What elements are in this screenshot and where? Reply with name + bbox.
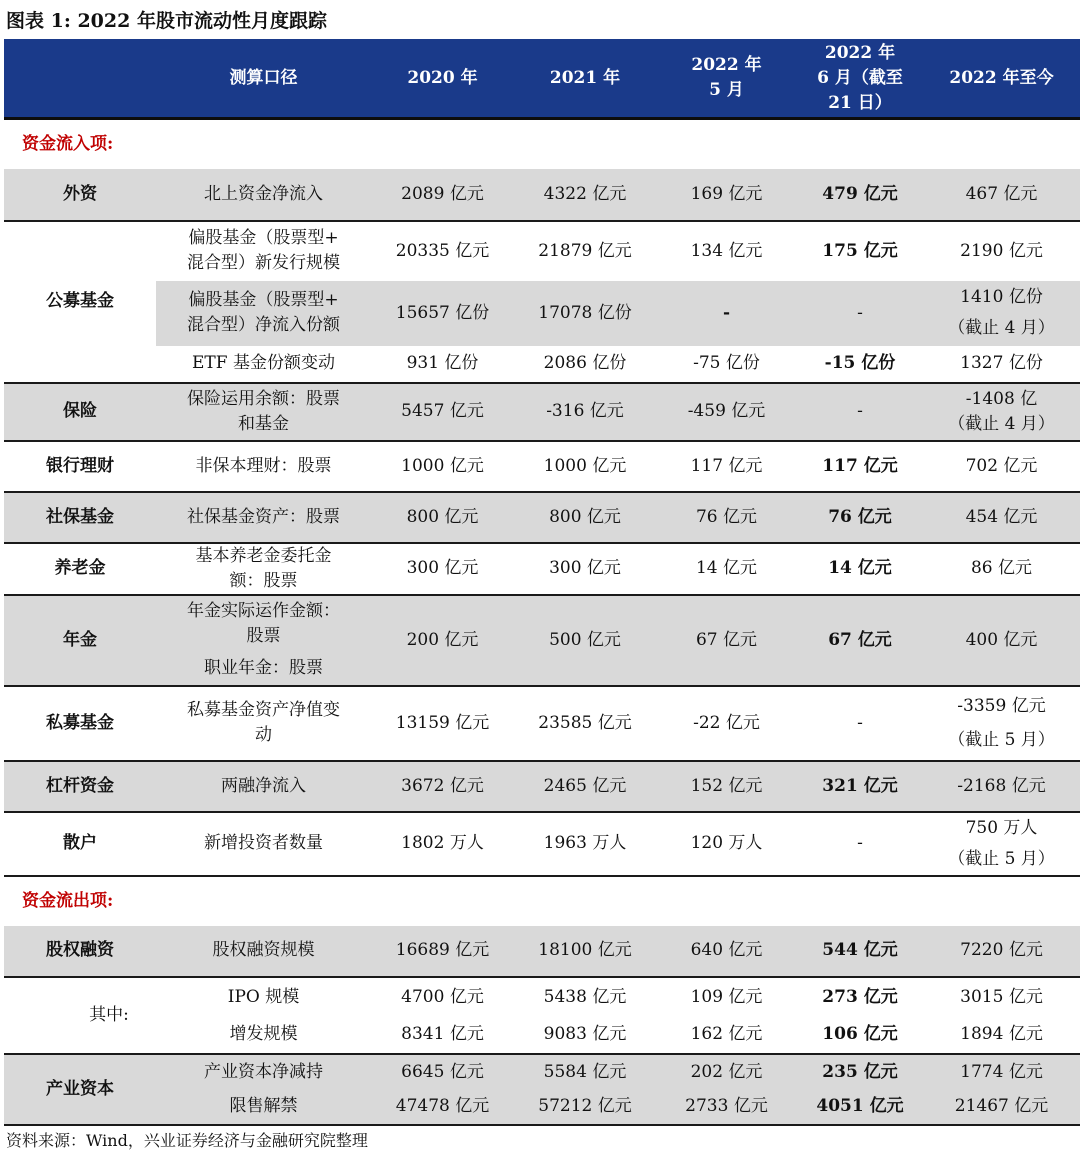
cell-ytd: 3015 亿元 (960, 986, 1043, 1007)
cell-desc: 增发规模 (156, 1017, 371, 1054)
cell-jun: 117 亿元 (797, 441, 923, 492)
row-nianjin (4, 595, 1080, 686)
header-2022-may (656, 39, 797, 119)
header-jun-l1: 2022 年 (824, 42, 896, 63)
cell-ytd: 21467 亿元 (923, 1090, 1080, 1125)
cell-may: 134 亿元 (690, 240, 763, 261)
cell-category: 社保基金 (4, 492, 156, 543)
cell-ytd: 1774 亿元 (923, 1054, 1080, 1090)
cell-jun: 479 亿元 (797, 169, 923, 221)
cell-2020: 5457 亿元 (371, 383, 514, 441)
chart-title: 图表 1: 2022 年股市流动性月度跟踪 (6, 10, 327, 32)
cell-category: 杠杆资金 (4, 761, 156, 812)
cell-2021: 500 亿元 (514, 595, 656, 686)
header-method: 测算口径 (156, 39, 371, 119)
cell-category: 银行理财 (4, 441, 156, 492)
cell-ytd (923, 281, 1080, 346)
cell-jun: - (797, 281, 923, 346)
cell-ytd: -2168 亿元 (923, 761, 1080, 812)
cell-jun: 544 亿元 (797, 926, 923, 977)
cell-2021: 800 亿元 (514, 492, 656, 543)
cell-2020: 4700 亿元 (401, 986, 484, 1007)
desc-l2: 和基金 (238, 413, 289, 434)
cell-ytd: 467 亿元 (923, 169, 1080, 221)
cell-may: 120 万人 (656, 812, 797, 876)
desc-l1: 私募基金资产净值变 (187, 700, 340, 720)
cell-may: -75 亿份 (656, 346, 797, 383)
cell-jun: 67 亿元 (797, 595, 923, 686)
cell-may: 14 亿元 (656, 543, 797, 595)
cell-jun: 106 亿元 (797, 1017, 923, 1054)
cell-ytd: 1894 亿元 (923, 1017, 1080, 1054)
cell-desc: ETF 基金份额变动 (156, 346, 371, 383)
cell-2020: 1000 亿元 (371, 441, 514, 492)
cell-desc: 北上资金净流入 (156, 169, 371, 221)
cell-category: 养老金 (4, 543, 156, 595)
cell-ytd: 702 亿元 (923, 441, 1080, 492)
ytd-l1: -1408 亿 (965, 388, 1038, 409)
row-gongmu-2 (4, 281, 1080, 346)
header-jun-l3: 21 日） (828, 92, 892, 113)
row-gongmu-3 (4, 346, 1080, 383)
ytd-l2: （截止 5 月） (948, 730, 1055, 750)
cell-ytd: 86 亿元 (923, 543, 1080, 595)
cell-2021: 4322 亿元 (514, 169, 656, 221)
cell-2020: 1802 万人 (371, 812, 514, 876)
cell-category: 外资 (4, 169, 156, 221)
cell-category: 散户 (4, 812, 156, 876)
row-simu (4, 686, 1080, 761)
cell-ytd: 2190 亿元 (960, 240, 1043, 261)
cell-2021: 9083 亿元 (514, 1017, 656, 1054)
cell-jun: 76 亿元 (797, 492, 923, 543)
cell-may: 169 亿元 (656, 169, 797, 221)
cell-ytd: 7220 亿元 (923, 926, 1080, 977)
cell-2020: 6645 亿元 (371, 1054, 514, 1090)
cell-ytd (923, 686, 1080, 761)
header-ytd: 2022 年至今 (923, 39, 1080, 119)
cell-desc: IPO 规模 (227, 986, 300, 1007)
row-shebao (4, 492, 1080, 543)
row-zengfa (4, 1017, 1080, 1054)
header-2020: 2020 年 (371, 39, 514, 119)
ytd-l2: （截止 5 月） (948, 848, 1055, 869)
cell-2021: 5438 亿元 (543, 986, 627, 1007)
cell-ytd: 400 亿元 (923, 595, 1080, 686)
cell-2021: 1963 万人 (514, 812, 656, 876)
cell-2020: 13159 亿元 (371, 686, 514, 761)
cell-desc: 限售解禁 (156, 1090, 371, 1125)
cell-desc: 产业资本净减持 (156, 1054, 371, 1090)
desc-l1: 偏股基金（股票型+ (188, 228, 339, 248)
cell-ytd (923, 383, 1080, 441)
cell-jun: - (797, 812, 923, 876)
header-may-l2: 5 月 (709, 80, 744, 100)
cell-desc (156, 543, 371, 595)
cell-2021: 18100 亿元 (514, 926, 656, 977)
cell-desc: 股权融资规模 (156, 926, 371, 977)
desc-l2: 额：股票 (229, 570, 298, 591)
cell-2020: 16689 亿元 (371, 926, 514, 977)
desc-l2: 动 (255, 725, 272, 745)
cell-category: 股权融资 (4, 926, 156, 977)
header-row (4, 39, 1080, 119)
liquidity-table (4, 39, 1080, 1126)
cell-2020: 2089 亿元 (371, 169, 514, 221)
header-jun-l2: 6 月（截至 (817, 67, 903, 88)
cell-may: 76 亿元 (656, 492, 797, 543)
cell-jun: 321 亿元 (797, 761, 923, 812)
cell-2020: 800 亿元 (371, 492, 514, 543)
cell-category: 年金 (4, 595, 156, 686)
cell-desc: 两融净流入 (156, 761, 371, 812)
ytd-l1: 1410 亿份 (960, 287, 1043, 307)
row-chanye-1 (4, 1054, 1080, 1090)
cell-desc: 非保本理财：股票 (156, 441, 371, 492)
cell-2021: 1000 亿元 (514, 441, 656, 492)
cell-may: 162 亿元 (656, 1017, 797, 1054)
section-outflow (4, 876, 1080, 926)
row-waizi (4, 169, 1080, 221)
cell-jun: - (797, 383, 923, 441)
cell-category: 保险 (4, 383, 156, 441)
cell-2020: 20335 亿元 (395, 240, 490, 261)
section-inflow (4, 119, 1080, 169)
cell-2020: 200 亿元 (371, 595, 514, 686)
header-may-l1: 2022 年 (691, 55, 762, 75)
row-yinhang (4, 441, 1080, 492)
cell-may: 152 亿元 (656, 761, 797, 812)
cell-2020: 931 亿份 (371, 346, 514, 383)
cell-2021: 2465 亿元 (514, 761, 656, 812)
cell-2021: 300 亿元 (514, 543, 656, 595)
cell-desc (156, 686, 371, 761)
ytd-l2: （截止 4 月） (948, 318, 1055, 338)
desc-l2: 股票 (246, 626, 281, 646)
cell-2020: 8341 亿元 (371, 1017, 514, 1054)
cell-2021: 23585 亿元 (514, 686, 656, 761)
cell-jun: 273 亿元 (822, 986, 898, 1007)
cell-desc (156, 281, 371, 346)
cell-may: -459 亿元 (656, 383, 797, 441)
desc-l1: 保险运用余额：股票 (187, 388, 340, 409)
cell-category: 产业资本 (4, 1054, 156, 1125)
cell-2021: 5584 亿元 (514, 1054, 656, 1090)
cell-category: 私募基金 (4, 686, 156, 761)
cell-desc: 社保基金资产：股票 (156, 492, 371, 543)
cell-category: 其中: (4, 977, 156, 1054)
cell-may: 117 亿元 (656, 441, 797, 492)
desc-l2: 混合型）新发行规模 (187, 253, 340, 273)
cell-may: 2733 亿元 (656, 1090, 797, 1125)
cell-2021: 21879 亿元 (538, 240, 632, 261)
cell-ytd (923, 812, 1080, 876)
cell-ytd: 454 亿元 (923, 492, 1080, 543)
row-sanhu (4, 812, 1080, 876)
cell-jun: 175 亿元 (822, 240, 898, 261)
cell-ytd: 1327 亿份 (923, 346, 1080, 383)
cell-2021: 17078 亿份 (514, 281, 656, 346)
header-category (4, 39, 156, 119)
cell-2021: 57212 亿元 (514, 1090, 656, 1125)
cell-category: 公募基金 (4, 221, 156, 383)
cell-may: 67 亿元 (656, 595, 797, 686)
row-yanglao (4, 543, 1080, 595)
cell-may: -22 亿元 (656, 686, 797, 761)
cell-2020: 300 亿元 (371, 543, 514, 595)
cell-desc (156, 221, 371, 281)
cell-may: 202 亿元 (656, 1054, 797, 1090)
row-baoxian (4, 383, 1080, 441)
cell-jun: 14 亿元 (797, 543, 923, 595)
source-note: 资料来源：Wind，兴业证券经济与金融研究院整理 (6, 1131, 368, 1150)
cell-may: 640 亿元 (656, 926, 797, 977)
row-guquan (4, 926, 1080, 977)
desc-l1: 基本养老金委托金 (195, 545, 332, 566)
row-ganggan (4, 761, 1080, 812)
row-ipo (4, 977, 1080, 1017)
cell-jun: 4051 亿元 (797, 1090, 923, 1125)
desc-l1: 偏股基金（股票型+ (188, 290, 339, 310)
section-inflow-label: 资金流入项: (4, 119, 1080, 169)
cell-2021: -316 亿元 (514, 383, 656, 441)
cell-desc (156, 595, 371, 686)
cell-2020: 15657 亿份 (371, 281, 514, 346)
header-2021: 2021 年 (514, 39, 656, 119)
ytd-l1: -3359 亿元 (957, 696, 1046, 716)
cell-2021: 2086 亿份 (514, 346, 656, 383)
desc-l1: 年金实际运作金额： (187, 601, 340, 621)
cell-jun: - (797, 686, 923, 761)
row-gongmu-1 (4, 221, 1080, 281)
desc-l2: 混合型）净流入份额 (187, 315, 340, 335)
cell-may: - (656, 281, 797, 346)
cell-2020: 47478 亿元 (371, 1090, 514, 1125)
cell-jun: 235 亿元 (797, 1054, 923, 1090)
row-chanye-2 (4, 1090, 1080, 1125)
cell-desc (156, 383, 371, 441)
ytd-l1: 750 万人 (965, 817, 1038, 838)
cell-may: 109 亿元 (690, 986, 763, 1007)
cell-desc: 新增投资者数量 (156, 812, 371, 876)
ytd-l2: （截止 4 月） (948, 413, 1055, 434)
header-2022-jun (797, 39, 923, 119)
section-outflow-label: 资金流出项: (4, 876, 1080, 926)
desc-l3: 职业年金：股票 (204, 658, 323, 678)
cell-jun: -15 亿份 (797, 346, 923, 383)
cell-2020: 3672 亿元 (371, 761, 514, 812)
